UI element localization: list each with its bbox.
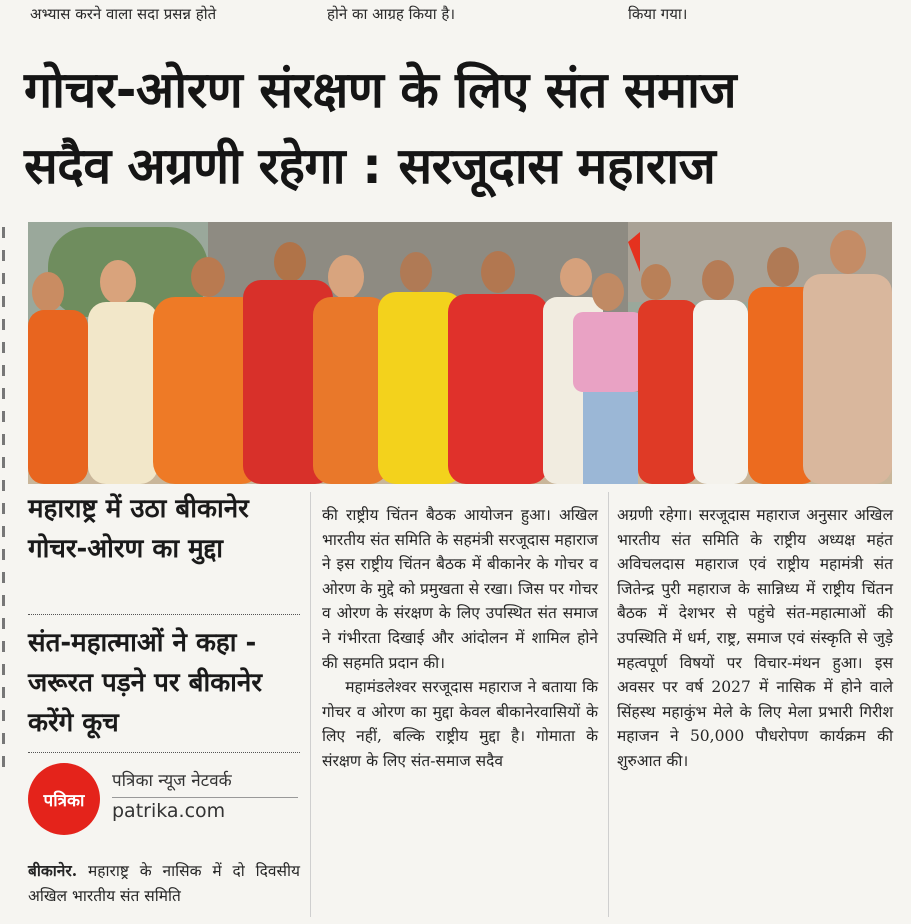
article-column-2 — [322, 503, 598, 774]
article-column-1 — [28, 859, 300, 908]
column-separator-2 — [608, 492, 609, 917]
article-column-3 — [617, 503, 893, 774]
patrika-logo: पत्रिका — [28, 763, 100, 835]
dateline-place: बीकानेर. — [28, 861, 78, 880]
headline-line-1: गोचर-ओरण संरक्षण के लिए संत समाज — [24, 61, 737, 119]
subhead-maharashtra: महाराष्ट्र में उठा बीकानेर गोचर-ओरण का मुद्दा — [28, 494, 249, 564]
group-photo-illustration — [28, 222, 892, 484]
group-photo — [28, 222, 892, 484]
headline — [24, 52, 894, 204]
article-paragraph: अग्रणी रहेगा। सरजूदास महाराज अनुसार अखिल भारतीय संत समिति के राष्ट्रीय अध्यक्ष महंत अविचलदास महाराज एवं राष्ट्रीय महामंत्री संत जितेन्द्र पुरी महाराज के सान्निध्य में राष्ट्रीय चिंतन बैठक में देशभर से पहुंचे संत-महात्माओं की उपस्थिति में धर्म, राष्ट्र, समाज एवं संस्कृति से जुड़े महत्वपूर्ण विषयों पर विचार-मंथन हुआ। इस अवसर पर वर्ष 2027 में नासिक में होने वाले सिंहस्थ महाकुंभ मेले के लिए मेला प्रभारी गिरीश महाजन ने 50,000 पौधरोपण कार्यक्रम की शुरुआत की। — [617, 506, 893, 770]
previous-article-text-3: किया गया। — [628, 5, 688, 23]
article-paragraph: की राष्ट्रीय चिंतन बैठक आयोजन हुआ। अखिल भारतीय संत समिति के सहमंत्री सरजूदास महाराज ने इस राष्ट्रीय चिंतन बैठक में बीकानेर के गोचर व ओरण के मुद्दे को प्रमुखता से रखा। जिस पर गोचर व ओरण के संरक्षण के लिए उपस्थित संत समाज ने गंभीरता दिखाई और आंदोलन में शामिल होने की सहमति प्रदान की। — [322, 506, 598, 672]
previous-article-text-2: होने का आग्रह किया है। — [327, 5, 456, 23]
article-column-1-text: महाराष्ट्र के नासिक में दो दिवसीय अखिल भारतीय संत समिति — [28, 862, 300, 905]
byline-divider — [112, 797, 298, 798]
column-separator-1 — [310, 492, 311, 917]
previous-article-text-1: अभ्यास करने वाला सदा प्रसन्न होते — [30, 5, 217, 23]
article-paragraph: महामंडलेश्वर सरजूदास महाराज ने बताया कि गोचर व ओरण का मुद्दा केवल बीकानेरवासियों के लिए नहीं, बल्कि राष्ट्रीय मुद्दा है। गोमाता के संरक्षण के लिए संत-समाज सदैव — [322, 678, 598, 770]
adjacent-column-edge — [0, 215, 10, 915]
subhead-sant-mahatma: संत-महात्माओं ने कहा - जरूरत पड़ने पर बीकानेर करेंगे कूच — [28, 628, 262, 738]
headline-line-2: सदैव अग्रणी रहेगा : सरजूदास महाराज — [24, 137, 716, 195]
subhead-divider-2 — [28, 752, 300, 753]
subhead-divider-1 — [28, 614, 300, 615]
byline: पत्रिका न्यूज नेटवर्क — [112, 771, 232, 791]
website-link[interactable]: patrika.com — [112, 800, 226, 822]
